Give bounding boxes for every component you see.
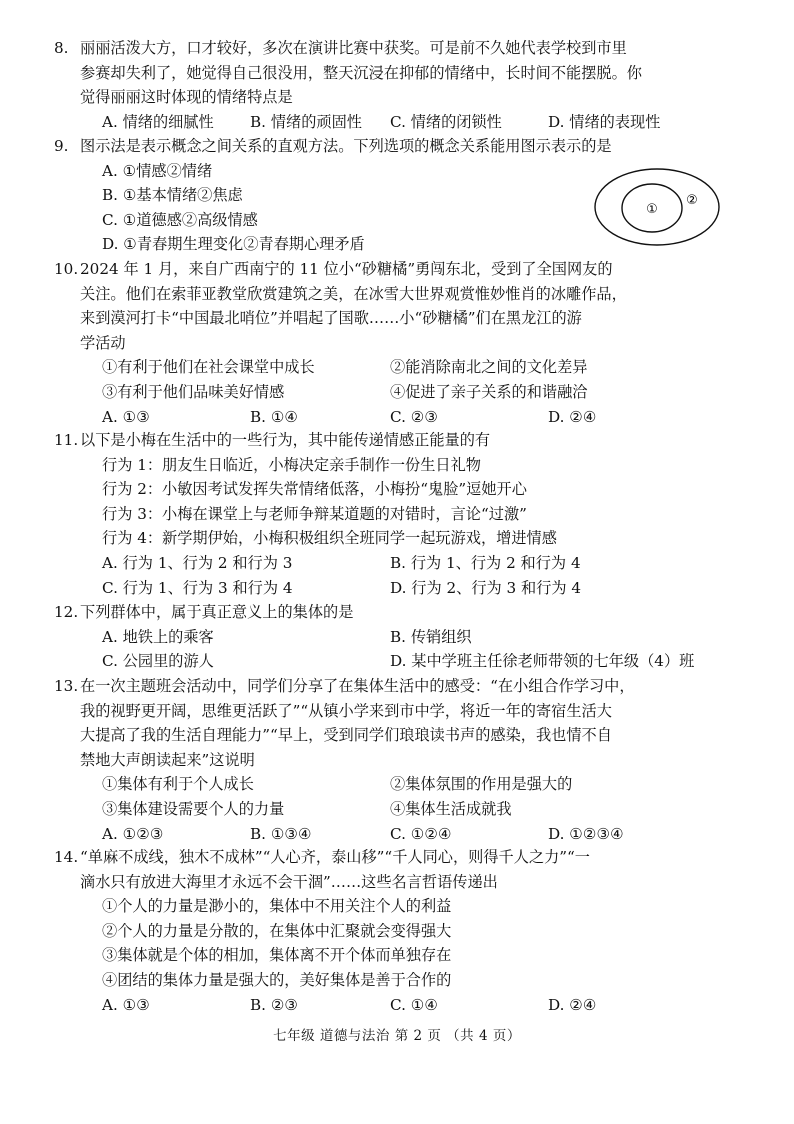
option-a: A. ①②③	[102, 824, 164, 843]
outer-label: ②	[686, 193, 698, 208]
option-b: B. ①④	[250, 407, 299, 426]
option-d: D. ②④	[548, 407, 597, 426]
question-number: 11.	[54, 431, 79, 449]
option-b: B. ①基本情绪②焦虑	[102, 186, 243, 205]
question-number: 8.	[54, 39, 69, 57]
question-stem-line: 2024 年 1 月，来自广西南宁的 11 位小“砂糖橘”勇闯东北，受到了全国网友的	[80, 260, 613, 278]
option-c: C. ①道德感②高级情感	[102, 210, 258, 229]
option-a: A. ①③	[102, 995, 150, 1014]
question-stem-line: 在一次主题班会活动中，同学们分享了在集体生活中的感受：“在小组合作学习中，	[80, 677, 635, 695]
statement-4: ④促进了亲子关系的和谐融洽	[390, 382, 588, 401]
statement-2: ②个人的力量是分散的，在集体中汇聚就会变得强大	[102, 921, 452, 940]
option-a: A. 地铁上的乘客	[102, 627, 214, 646]
question-10	[54, 257, 740, 429]
option-a: A. ①③	[102, 407, 150, 426]
option-b: B. 行为 1、行为 2 和行为 4	[390, 553, 581, 572]
question-stem-line: 来到漠河打卡“中国最北哨位”并唱起了国歌……小“砂糖橘”们在黑龙江的游	[80, 309, 582, 328]
question-stem-line: 以下是小梅在生活中的一些行为，其中能传递情感正能量的有	[80, 431, 491, 449]
option-b: B. ①③④	[250, 824, 312, 843]
statement-3: ③集体建设需要个人的力量	[102, 799, 285, 818]
question-number: 9.	[54, 137, 69, 155]
question-11	[54, 428, 740, 600]
option-a: A. 情绪的细腻性	[102, 112, 214, 131]
question-14	[54, 845, 740, 1017]
statement-4: ④集体生活成就我	[390, 799, 512, 818]
question-stem-line: 大提高了我的生活自理能力”“早上，受到同学们琅琅读书声的感染，我也情不自	[80, 726, 612, 745]
option-d: D. ②④	[548, 995, 597, 1014]
question-stem-line: 学活动	[80, 333, 126, 352]
concept-diagram	[592, 166, 722, 248]
behavior-1: 行为 1：朋友生日临近，小梅决定亲手制作一份生日礼物	[102, 455, 481, 474]
question-stem-line: 丽丽活泼大方，口才较好，多次在演讲比赛中获奖。可是前不久她代表学校到市里	[80, 39, 627, 57]
question-stem-line: 参赛却失利了，她觉得自己很没用，整天沉浸在抑郁的情绪中，长时间不能摆脱。你	[80, 63, 642, 82]
statement-4: ④团结的集体力量是强大的，美好集体是善于合作的	[102, 970, 452, 989]
option-b: B. 情绪的顽固性	[250, 112, 362, 131]
option-c: C. ②③	[390, 407, 438, 426]
question-number: 12.	[54, 603, 79, 621]
question-stem-line: 下列群体中，属于真正意义上的集体的是	[80, 603, 354, 621]
option-a: A. 行为 1、行为 2 和行为 3	[102, 553, 293, 572]
question-8	[54, 36, 740, 134]
statement-1: ①有利于他们在社会课堂中成长	[102, 358, 315, 377]
question-stem-line: 图示法是表示概念之间关系的直观方法。下列选项的概念关系能用图示表示的是	[80, 137, 612, 155]
question-stem-line: 我的视野更开阔，思维更活跃了”“从镇小学来到市中学，将近一年的寄宿生活大	[80, 701, 612, 720]
statement-2: ②能消除南北之间的文化差异	[390, 358, 588, 377]
statement-3: ③集体就是个体的相加，集体离不开个体而单独存在	[102, 946, 452, 965]
option-b: B. 传销组织	[390, 627, 472, 646]
question-stem-line: 滴水只有放进大海里才永远不会干涸”……这些名言哲语传递出	[80, 872, 498, 891]
question-12	[54, 600, 740, 674]
inner-label: ①	[646, 202, 658, 217]
option-a: A. ①情感②情绪	[102, 161, 213, 180]
option-d: D. 情绪的表现性	[548, 112, 661, 131]
question-stem-line: “单麻不成线，独木不成林”“人心齐，泰山移”“千人同心，则得千人之力”“一	[80, 848, 590, 866]
page-footer: 七年级 道德与法治 第 2 页 （共 4 页）	[273, 1028, 521, 1044]
option-c: C. ①②④	[390, 824, 452, 843]
statement-2: ②集体氛围的作用是强大的	[390, 775, 573, 794]
option-d: D. ①青春期生理变化②青春期心理矛盾	[102, 235, 365, 254]
option-d: D. ①②③④	[548, 824, 624, 843]
option-b: B. ②③	[250, 995, 299, 1014]
option-c: C. 情绪的闭锁性	[390, 112, 502, 131]
behavior-4: 行为 4：新学期伊始，小梅积极组织全班同学一起玩游戏，增进情感	[102, 529, 557, 548]
question-stem-line: 关注。他们在索菲亚教堂欣赏建筑之美，在冰雪大世界观赏惟妙惟肖的冰雕作品，	[80, 284, 627, 303]
option-c: C. ①④	[390, 995, 438, 1014]
statement-1: ①个人的力量是渺小的，集体中不用关注个人的利益	[102, 897, 452, 916]
question-stem-line: 禁地大声朗读起来”这说明	[80, 750, 255, 769]
behavior-3: 行为 3：小梅在课堂上与老师争辩某道题的对错时，言论“过激”	[102, 504, 527, 523]
question-number: 13.	[54, 677, 79, 695]
option-c: C. 行为 1、行为 3 和行为 4	[102, 578, 293, 597]
question-number: 14.	[54, 848, 79, 866]
option-d: D. 行为 2、行为 3 和行为 4	[390, 578, 582, 597]
question-13	[54, 674, 740, 846]
statement-1: ①集体有利于个人成长	[102, 775, 254, 794]
option-d: D. 某中学班主任徐老师带领的七年级（4）班	[390, 652, 695, 671]
statement-3: ③有利于他们品味美好情感	[102, 382, 285, 401]
option-c: C. 公园里的游人	[102, 652, 214, 671]
question-number: 10.	[54, 260, 79, 278]
behavior-2: 行为 2：小敏因考试发挥失常情绪低落，小梅扮“鬼脸”逗她开心	[102, 480, 527, 499]
question-stem-line: 觉得丽丽这时体现的情绪特点是	[80, 88, 293, 107]
